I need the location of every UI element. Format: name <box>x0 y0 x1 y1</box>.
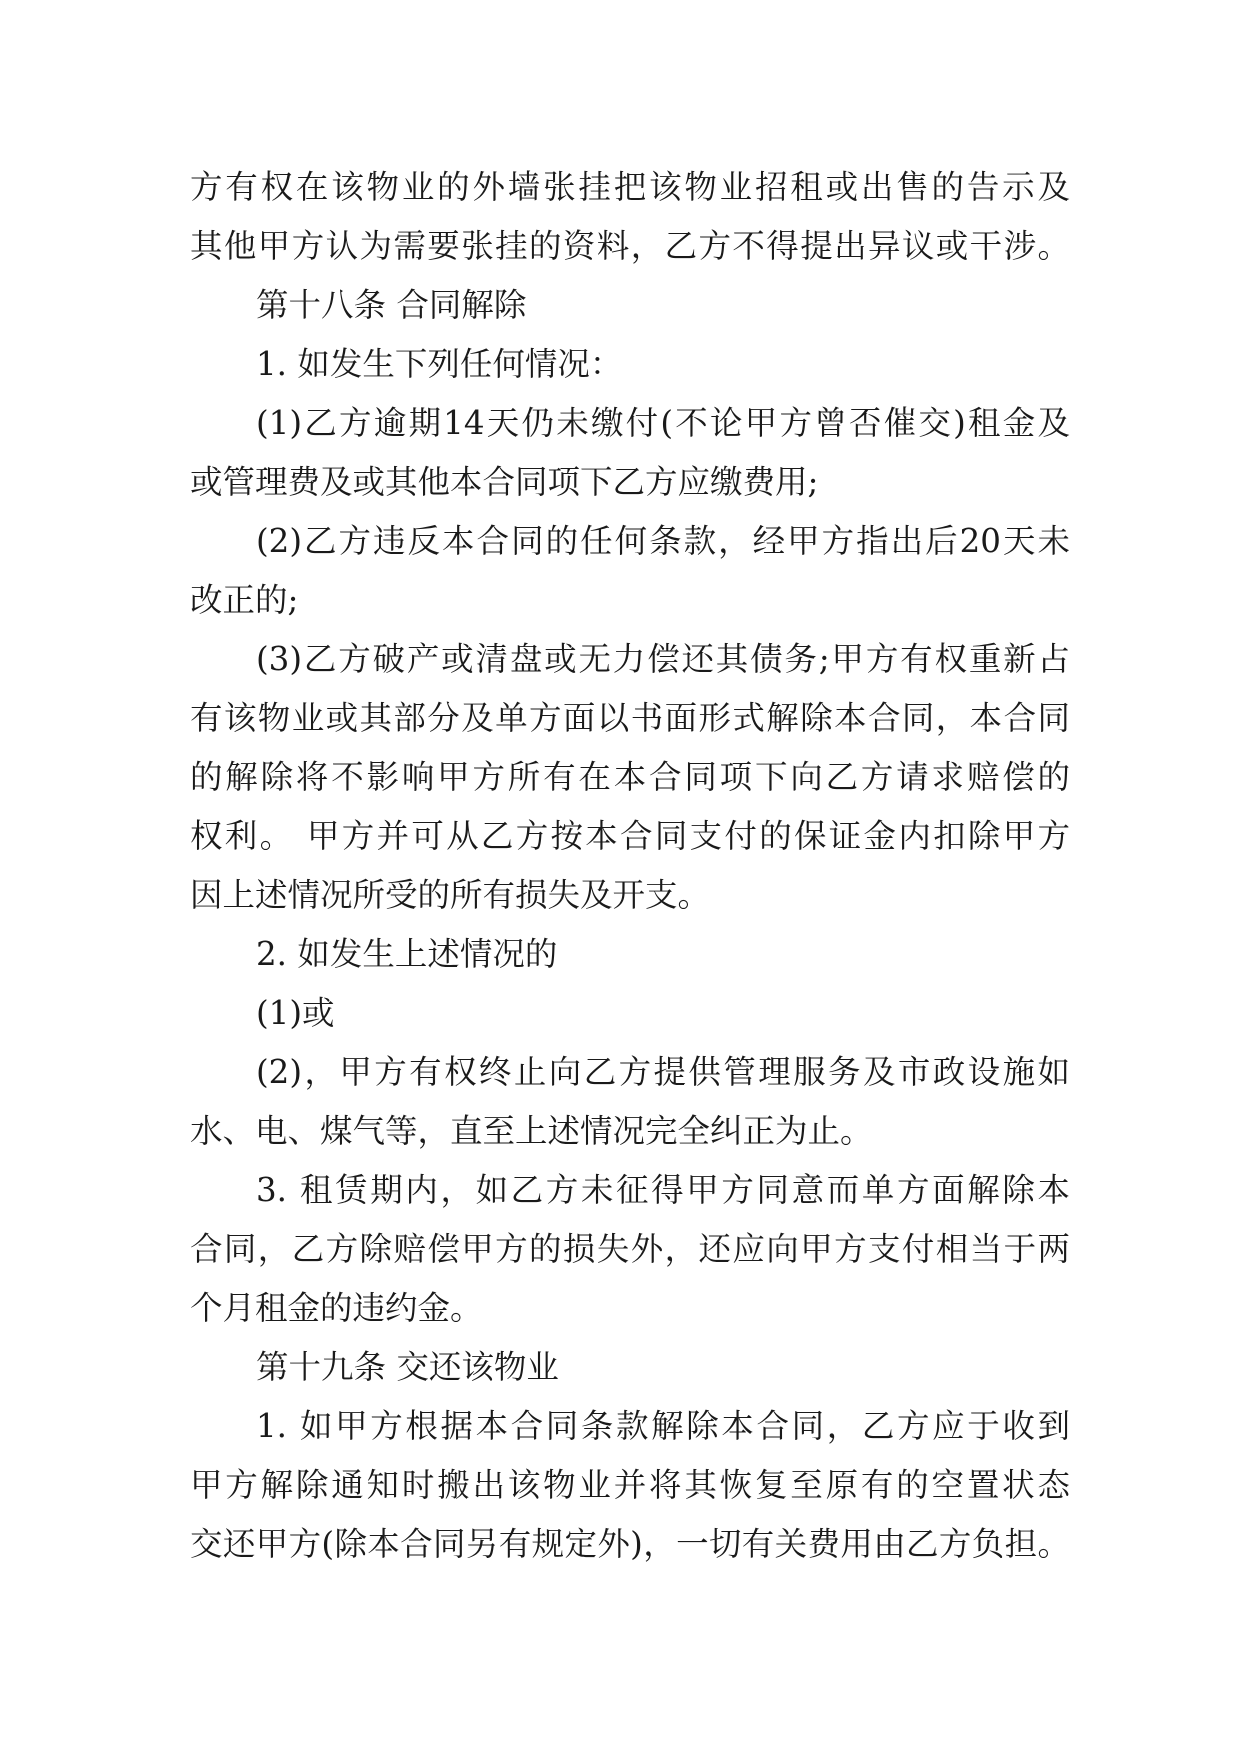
text-line: 2. 如发生上述情况的 <box>256 935 558 973</box>
text-line: 的解除将不影响甲方所有在本合同项下向乙方请求赔偿的 <box>190 758 1070 796</box>
text-line: 1. 如发生下列任何情况： <box>256 345 623 383</box>
text-line: (2)，甲方有权终止向乙方提供管理服务及市政设施如 <box>256 1053 1070 1091</box>
text-line: 交还甲方(除本合同另有规定外)，一切有关费用由乙方负担。 <box>190 1525 1070 1563</box>
text-line: 有该物业或其部分及单方面以书面形式解除本合同，本合同 <box>190 699 1070 737</box>
text-line: 甲方解除通知时搬出该物业并将其恢复至原有的空置状态 <box>190 1466 1070 1504</box>
text-line: (1)乙方逾期14天仍未缴付(不论甲方曾否催交)租金及 <box>256 404 1070 442</box>
text-line: 改正的; <box>190 581 299 619</box>
text-line: 个月租金的违约金。 <box>190 1289 483 1327</box>
text-line: (2)乙方违反本合同的任何条款，经甲方指出后20天未 <box>256 522 1070 560</box>
text-line: 第十八条 合同解除 <box>256 286 527 324</box>
text-line: 方有权在该物业的外墙张挂把该物业招租或出售的告示及 <box>190 168 1070 206</box>
text-line: 第十九条 交还该物业 <box>256 1348 559 1386</box>
text-line: 1. 如甲方根据本合同条款解除本合同，乙方应于收到 <box>256 1407 1070 1445</box>
text-line: 合同，乙方除赔偿甲方的损失外，还应向甲方支付相当于两 <box>190 1230 1070 1268</box>
text-line: 或管理费及或其他本合同项下乙方应缴费用; <box>190 463 819 501</box>
document-body <box>190 158 1070 1574</box>
text-line: 因上述情况所受的所有损失及开支。 <box>190 876 711 914</box>
text-line: 权利。 甲方并可从乙方按本合同支付的保证金内扣除甲方 <box>190 817 1070 855</box>
text-line: (3)乙方破产或清盘或无力偿还其债务;甲方有权重新占 <box>256 640 1070 678</box>
text-line: 3. 租赁期内，如乙方未征得甲方同意而单方面解除本 <box>256 1171 1070 1209</box>
text-line: 水、电、煤气等，直至上述情况完全纠正为止。 <box>190 1112 873 1150</box>
text-line: 其他甲方认为需要张挂的资料，乙方不得提出异议或干涉。 <box>190 227 1070 265</box>
text-line: (1)或 <box>256 994 335 1032</box>
